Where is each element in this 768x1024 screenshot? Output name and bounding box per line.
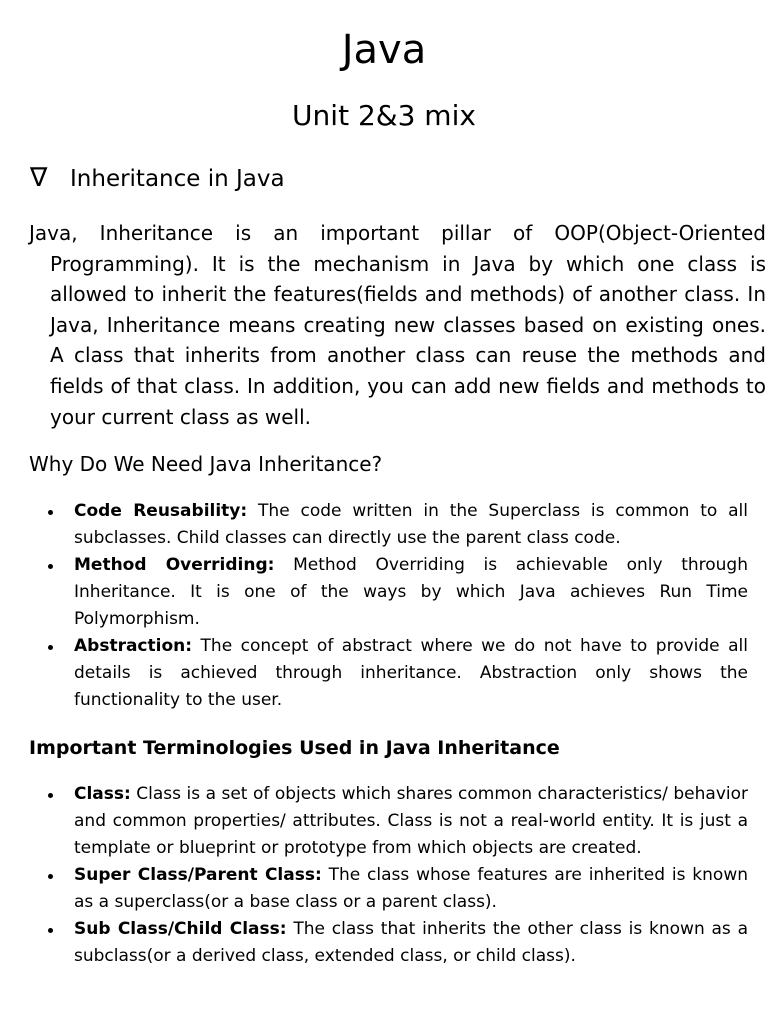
terminology-heading: Important Terminologies Used in Java Inheritance xyxy=(29,737,560,759)
bullet-icon xyxy=(48,793,53,798)
term-name: Sub Class/Child Class: xyxy=(74,919,287,939)
reason-text: Method Overriding is achievable only through Inheritance. It is one of the ways by which Java achieves Run Time Polymorphism. xyxy=(74,555,748,629)
list-item xyxy=(48,633,748,714)
reason-term: Code Reusability: xyxy=(74,501,248,521)
reasons-list xyxy=(48,498,748,714)
reason-text: The code written in the Superclass is common to all subclasses. Child classes can directly use the parent class code. xyxy=(74,501,748,548)
terms-list xyxy=(48,781,748,970)
list-item xyxy=(48,781,748,862)
bullet-icon xyxy=(48,874,53,879)
nabla-triangle-icon: ∇ xyxy=(30,163,48,193)
term-name: Class: xyxy=(74,784,131,804)
intro-paragraph: Java, Inheritance is an important pillar of OOP(Object-Oriented Programming). It is the mechanism in Java by which one class is allowed to inherit the features(fields and methods) of another class. In Java, Inheritance means creating new classes based on existing ones. A class that inherits from another class can reuse the methods and fields of that class. In addition, you can add new fields and methods to your current class as well. xyxy=(29,221,766,429)
bullet-icon xyxy=(48,510,53,515)
term-text: The class whose features are inherited is known as a superclass(or a base class or a parent class). xyxy=(74,865,749,912)
list-item xyxy=(48,862,748,916)
bullet-icon xyxy=(48,564,53,569)
list-item xyxy=(48,498,748,552)
why-heading: Why Do We Need Java Inheritance? xyxy=(29,452,383,476)
term-text: Class is a set of objects which shares common characteristics/ behavior and common properties/ attributes. Class is not a real-world entity. It is just a template or blueprint or prototype from which objects are created. xyxy=(74,784,748,858)
document-subtitle: Unit 2&3 mix xyxy=(292,99,476,132)
bullet-icon xyxy=(48,928,53,933)
reason-term: Abstraction: xyxy=(74,636,193,656)
reason-term: Method Overriding: xyxy=(74,555,275,575)
term-text: The class that inherits the other class is known as a subclass(or a derived class, extended class, or child class). xyxy=(74,919,748,966)
term-name: Super Class/Parent Class: xyxy=(74,865,322,885)
section-heading-text: Inheritance in Java xyxy=(70,166,285,192)
reason-text: The concept of abstract where we do not have to provide all details is achieved through inheritance. Abstraction only shows the functionality to the user. xyxy=(74,636,748,710)
list-item xyxy=(48,552,748,633)
section-heading xyxy=(30,160,285,197)
bullet-icon xyxy=(48,645,53,650)
list-item xyxy=(48,916,748,970)
document-title: Java xyxy=(341,27,427,73)
